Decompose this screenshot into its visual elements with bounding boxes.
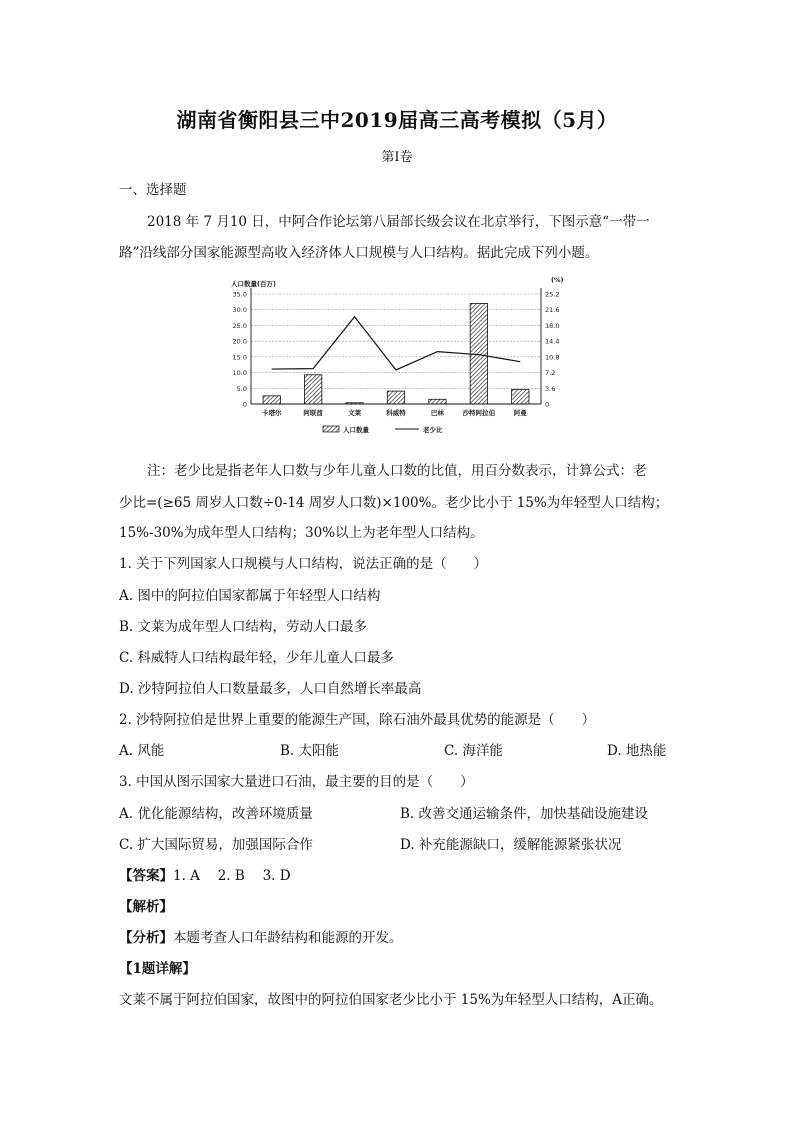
answer-text: 1. A 2. B 3. D (173, 868, 291, 884)
chart-grid (251, 294, 541, 388)
answer-tag: 【答案】 (119, 868, 173, 884)
left-tick-label: 30.0 (232, 306, 247, 315)
analysis-tag: 【解析】 (119, 899, 173, 915)
question-3-option-a: A. 优化能源结构，改善环境质量 (119, 806, 313, 822)
left-tick-label: 20.0 (232, 337, 247, 346)
fenxi-line (119, 926, 679, 946)
question-1-option-d: D. 沙特阿拉伯人口数量最多，人口自然增长率最高 (119, 681, 422, 697)
question-3-option-c: C. 扩大国际贸易，加强国际合作 (119, 837, 313, 853)
question-2-stem: 2. 沙特阿拉伯是世界上重要的能源生产国，除石油外最具优势的能源是（ ） (119, 712, 596, 728)
chart-labels (262, 408, 527, 417)
intro-line-2: 路”沿线部分国家能源型高收入经济体人口规模与人口结构。据此完成下列小题。 (119, 245, 599, 261)
category-label: 科威特 (386, 409, 406, 417)
legend-line-label: 老少比 (423, 426, 443, 434)
question-2-option-b: B. 太阳能 (280, 743, 340, 759)
right-tick-label: 25.2 (545, 290, 560, 299)
category-label: 巴林 (430, 409, 444, 417)
population-chart (215, 272, 575, 440)
bar-0 (263, 396, 280, 404)
detail-text: 文莱不属于阿拉伯国家，故图中的阿拉伯国家老少比小于 15%为年轻型人口结构，A正确。 (119, 992, 663, 1008)
category-label: 文莱 (348, 409, 362, 417)
detail-tag: 【1题详解】 (119, 961, 196, 977)
category-label: 阿曼 (513, 409, 527, 417)
note-line-1: 注：老少比是指老年人口数与少年儿童人口数的比值，用百分数表示，计算公式：老 (147, 463, 647, 479)
volume-label: 第Ⅰ卷 (381, 150, 413, 165)
fenxi-text: 本题考查人口年龄结构和能源的开发。 (173, 930, 403, 946)
left-axis-title: 人口数量(百万) (231, 280, 276, 288)
question-3-option-b: B. 改善交通运输条件，加快基础设施建设 (400, 806, 649, 822)
page-title: 湖南省衡阳县三中2019届高三高考模拟（5月） (176, 108, 618, 132)
intro-line-1: 2018 年 7 月10 日，中阿合作论坛第八届部长级会议在北京举行，下图示意“一带一 (147, 214, 650, 230)
chart-legend (323, 425, 443, 434)
right-tick-label: 3.6 (545, 384, 556, 393)
right-tick-label: 21.6 (545, 306, 560, 315)
question-1-option-b: B. 文莱为成年型人口结构，劳动人口最多 (119, 619, 368, 635)
question-2-option-a: A. 风能 (119, 743, 165, 759)
chart-bars (263, 303, 529, 404)
note-line-3: 15%-30%为成年型人口结构；30%以上为老年型人口结构。 (119, 525, 484, 541)
question-3-option-d: D. 补充能源缺口，缓解能源紧张状况 (400, 837, 622, 853)
right-tick-label: 18.0 (545, 321, 560, 330)
bar-4 (429, 399, 446, 404)
right-tick-label: 0 (545, 400, 550, 409)
note-line-2: 少比=(≥65 周岁人口数÷0-14 周岁人口数)×100%。老少比小于 15%为年轻型人口结构； (119, 495, 669, 511)
question-1-stem: 1. 关于下列国家人口规模与人口结构，说法正确的是（ ） (119, 556, 488, 572)
fenxi-tag: 【分析】 (119, 930, 173, 946)
left-tick-label: 35.0 (232, 290, 247, 299)
left-tick-label: 25.0 (232, 321, 247, 330)
question-3-stem: 3. 中国从图示国家大量进口石油，最主要的目的是（ ） (119, 774, 474, 790)
right-tick-label: 7.2 (545, 369, 556, 378)
question-1-option-c: C. 科威特人口结构最年轻，少年儿童人口最多 (119, 650, 394, 666)
section-heading: 一、选择题 (119, 182, 187, 198)
question-2-option-d: D. 地热能 (607, 743, 667, 759)
chart-axes (231, 276, 563, 409)
bar-3 (387, 391, 404, 404)
question-1-option-a: A. 图中的阿拉伯国家都属于年轻型人口结构 (119, 588, 381, 604)
left-tick-label: 15.0 (232, 353, 247, 362)
category-label: 沙特阿拉伯 (462, 409, 496, 417)
left-tick-label: 10.0 (232, 369, 247, 378)
legend-bar-swatch (323, 426, 339, 432)
category-label: 阿联酋 (303, 409, 323, 417)
right-tick-label: 14.4 (545, 337, 560, 346)
category-label: 卡塔尔 (261, 409, 282, 417)
right-axis-title: (%) (551, 276, 564, 284)
bar-6 (512, 390, 529, 404)
left-tick-label: 0 (242, 400, 247, 409)
left-tick-label: 5.0 (236, 384, 247, 393)
right-tick-label: 10.8 (545, 353, 560, 362)
bar-1 (304, 375, 321, 404)
answer-line (119, 864, 679, 884)
question-2-option-c: C. 海洋能 (444, 743, 503, 759)
legend-bar-label: 人口数量 (343, 426, 369, 434)
